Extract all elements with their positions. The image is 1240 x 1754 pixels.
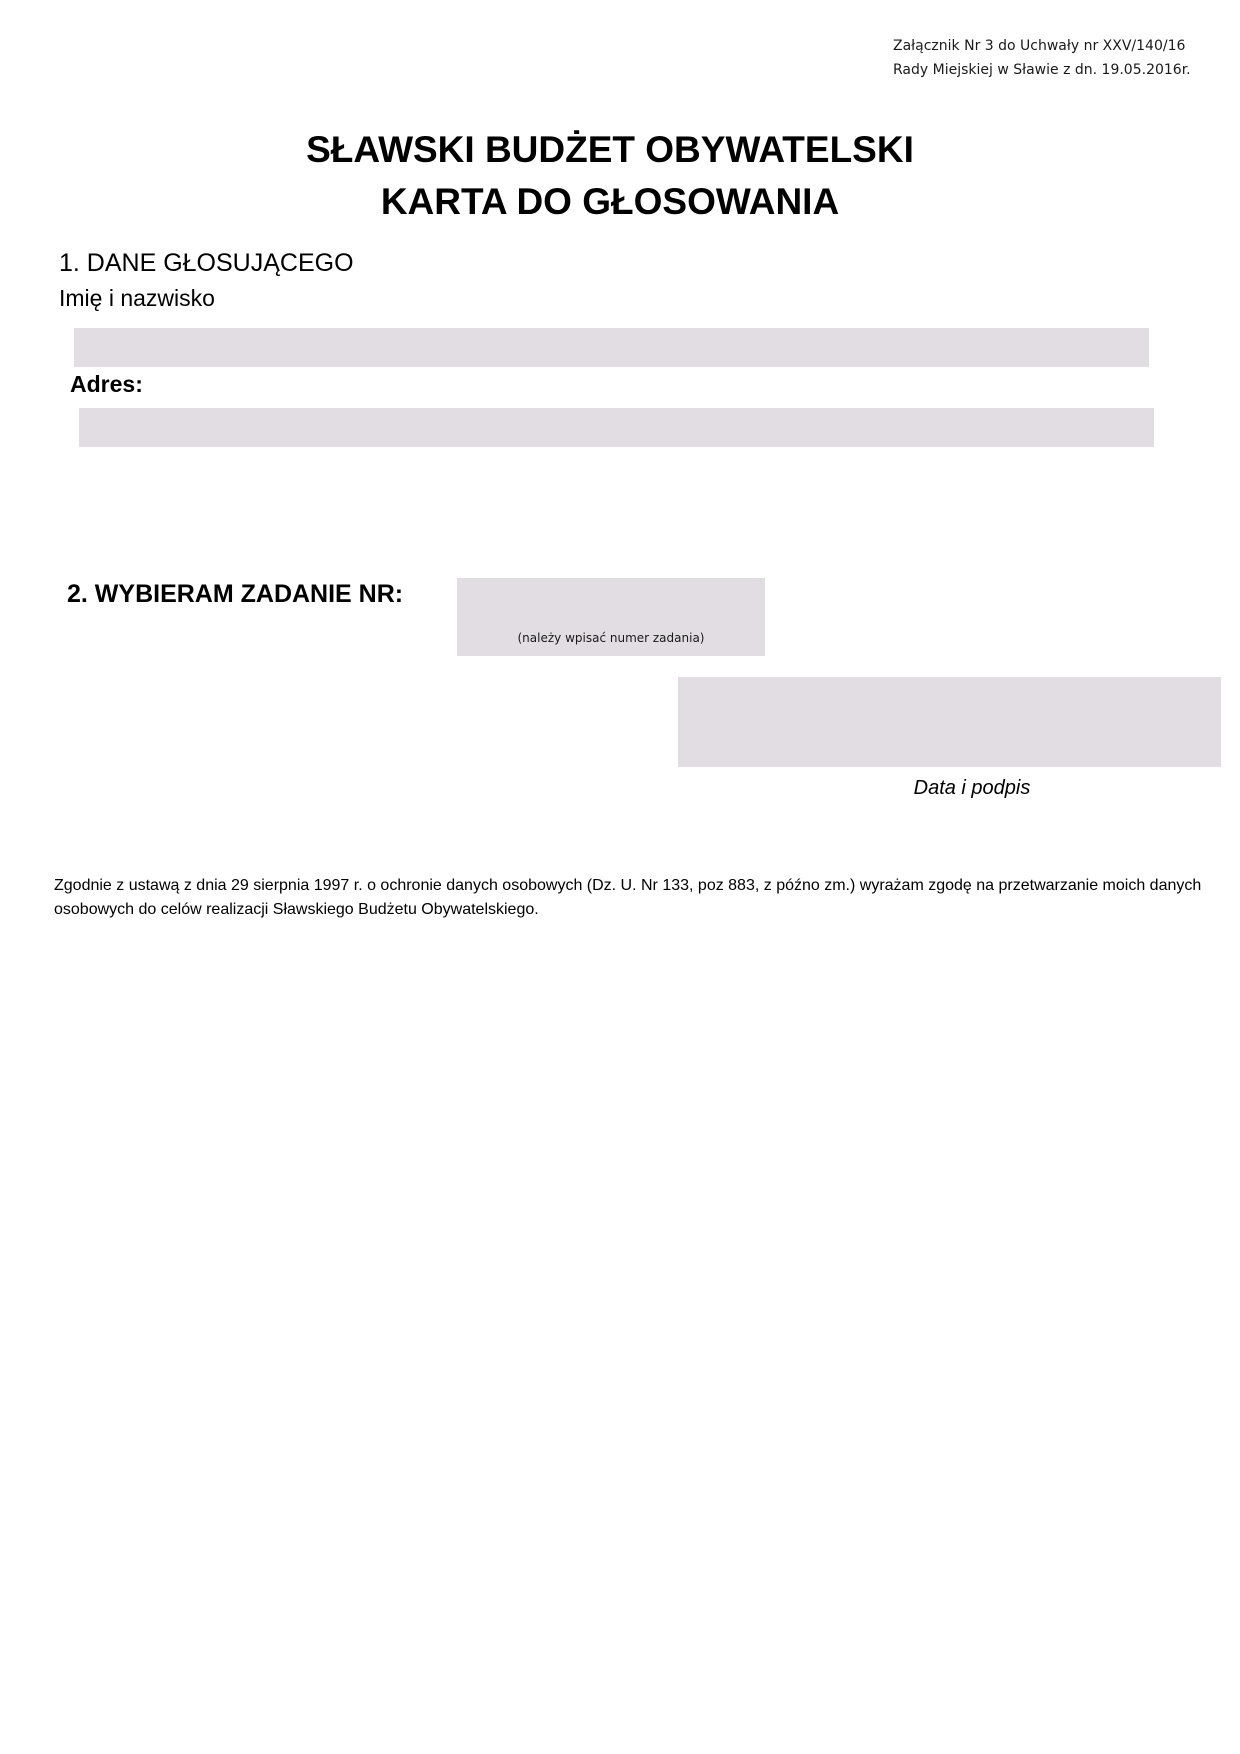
address-field[interactable] <box>79 408 1154 447</box>
voter-data-heading: 1. DANE GŁOSUJĄCEGO <box>59 249 354 277</box>
task-number-hint: (należy wpisać numer zadania) <box>517 631 705 645</box>
name-field[interactable] <box>74 328 1149 367</box>
attachment-line-1: Załącznik Nr 3 do Uchwały nr XXV/140/16 <box>893 38 1186 54</box>
document-title <box>0 124 1220 228</box>
title-line-1: SŁAWSKI BUDŻET OBYWATELSKI <box>306 129 914 170</box>
attachment-note <box>893 34 1223 82</box>
consent-statement: Zgodnie z ustawą z dnia 29 sierpnia 1997 r. o ochronie danych osobowych (Dz. U. Nr 133, poz 883, z późno zm.) wyrażam zgodę na przetwarzanie moich danych osobowych do celów realizacji Sławskiego Budżetu Obywatelskiego. <box>54 877 1202 918</box>
signature-field[interactable] <box>678 677 1221 767</box>
signature-caption: Data i podpis <box>913 777 1031 799</box>
task-selection-heading: 2. WYBIERAM ZADANIE NR: <box>67 580 404 608</box>
title-line-2: KARTA DO GŁOSOWANIA <box>380 181 840 222</box>
task-number-field[interactable] <box>457 578 765 656</box>
name-label: Imię i nazwisko <box>59 285 215 311</box>
attachment-line-2: Rady Miejskiej w Sławie z dn. 19.05.2016r. <box>893 62 1191 78</box>
address-label: Adres: <box>70 371 143 397</box>
